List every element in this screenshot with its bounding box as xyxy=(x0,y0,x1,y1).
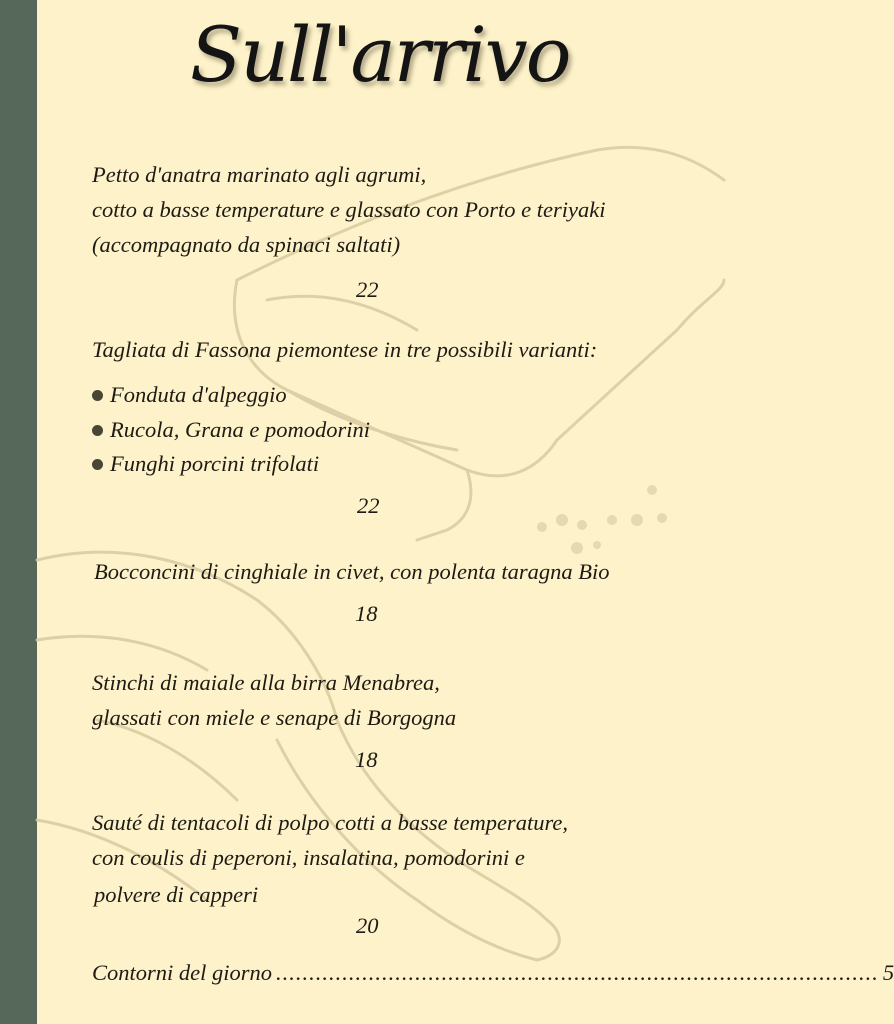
bullet-icon xyxy=(92,459,103,470)
dish-1-line-1: Petto d'anatra marinato agli agrumi, xyxy=(92,162,427,187)
bullet-icon xyxy=(92,390,103,401)
contorni-price: 5 xyxy=(882,960,894,985)
dish-2-option-label: Fonduta d'alpeggio xyxy=(110,382,287,407)
dish-2-line-1: Tagliata di Fassona piemontese in tre possibili varianti: xyxy=(92,337,598,362)
contorni-label: Contorni del giorno xyxy=(92,960,273,985)
dish-4-price: 18 xyxy=(355,747,378,772)
dish-4-line-2: glassati con miele e senape di Borgogna xyxy=(92,705,457,730)
dish-2-option xyxy=(92,453,319,476)
dish-3-price: 18 xyxy=(355,601,378,626)
contorni-dot-leader: ........................................................................................... xyxy=(276,960,879,985)
dish-5-price: 20 xyxy=(356,913,379,938)
dish-5-line-2: con coulis di peperoni, insalatina, pomodorini e xyxy=(92,845,525,870)
dish-2-price: 22 xyxy=(357,493,380,518)
dish-2-option xyxy=(92,419,370,442)
dish-2-option-label: Funghi porcini trifolati xyxy=(110,451,320,476)
dish-3-line-1: Bocconcini di cinghiale in civet, con polenta taragna Bio xyxy=(94,559,610,584)
contorni-row xyxy=(92,960,894,985)
dish-5-line-3: polvere di capperi xyxy=(94,882,259,907)
meat-sketch-illustration xyxy=(37,0,724,1024)
dish-4-line-1: Stinchi di maiale alla birra Menabrea, xyxy=(92,670,440,695)
bullet-icon xyxy=(92,425,103,436)
dish-2-option-label: Rucola, Grana e pomodorini xyxy=(110,417,370,442)
menu-section-title: Sull'arrivo xyxy=(190,10,570,99)
dish-5-line-1: Sauté di tentacoli di polpo cotti a basse temperature, xyxy=(92,810,568,835)
dish-1-line-3: (accompagnato da spinaci saltati) xyxy=(92,232,401,257)
dish-2-option xyxy=(92,384,287,407)
side-color-bar xyxy=(0,0,37,1024)
dish-1-price: 22 xyxy=(356,277,379,302)
dish-1-line-2: cotto a basse temperature e glassato con Porto e teriyaki xyxy=(92,197,606,222)
